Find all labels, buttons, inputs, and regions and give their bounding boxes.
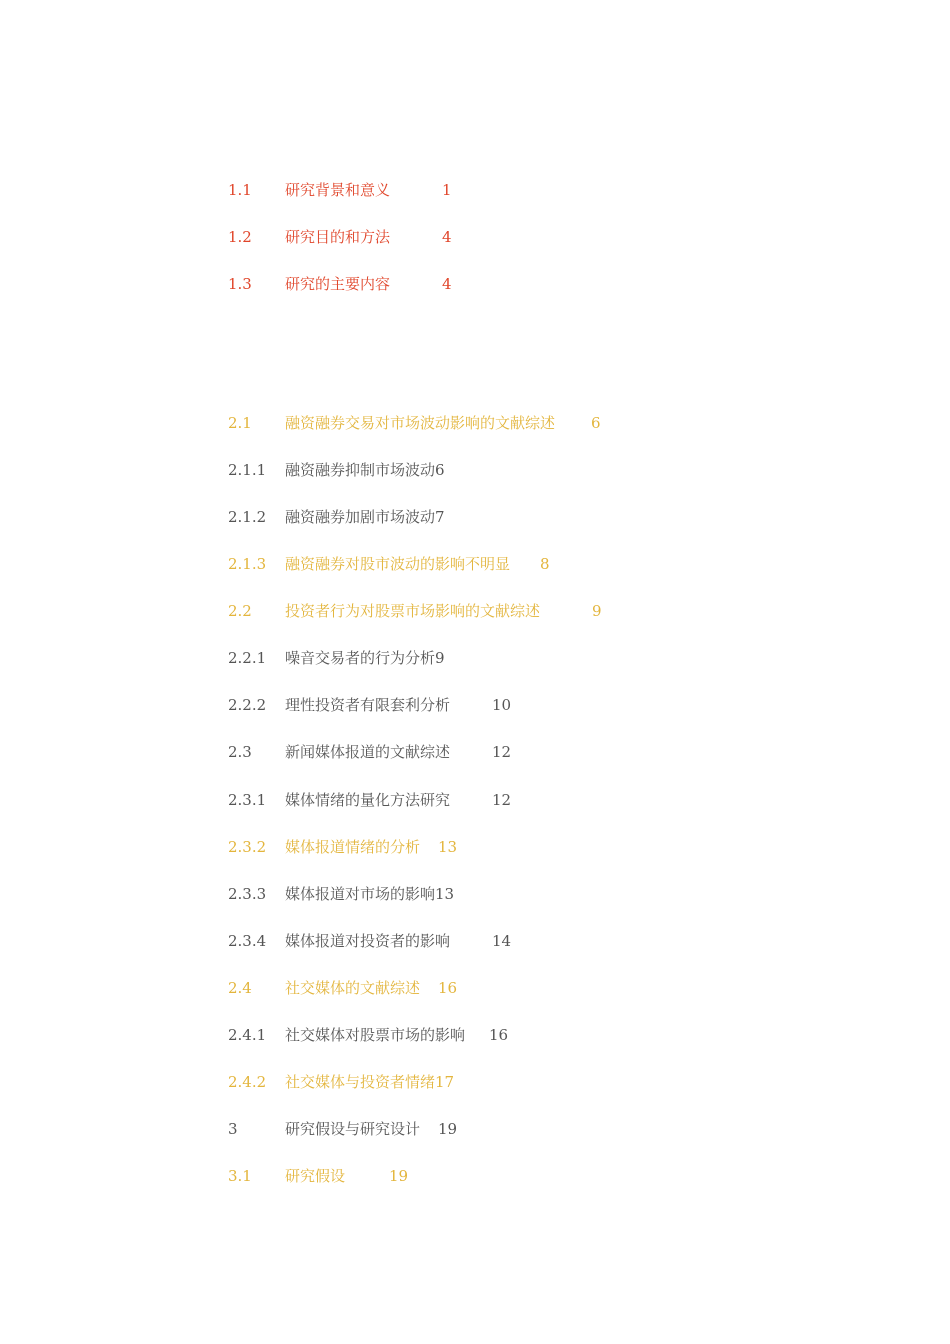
toc-entry-2-3-4[interactable] <box>228 930 511 952</box>
toc-entry-page: 1 <box>442 181 452 199</box>
toc-entry-2-3-2[interactable] <box>228 836 457 858</box>
toc-entry-page: 6 <box>435 461 445 479</box>
toc-entry-2-1[interactable] <box>228 412 601 434</box>
toc-entry-3[interactable] <box>228 1118 457 1140</box>
toc-entry-page: 4 <box>442 228 452 246</box>
toc-entry-title: 融资融券抑制市场波动 <box>285 461 436 479</box>
toc-entry-number: 1.3 <box>228 275 252 293</box>
toc-entry-3-1[interactable] <box>228 1165 408 1187</box>
toc-entry-number: 1.1 <box>228 181 252 199</box>
toc-entry-page: 17 <box>435 1073 455 1091</box>
toc-entry-title: 研究目的和方法 <box>285 228 391 246</box>
toc-entry-2-1-3[interactable] <box>228 553 550 575</box>
toc-entry-title: 社交媒体的文献综述 <box>285 979 421 997</box>
toc-entry-number: 2.3.4 <box>228 932 267 950</box>
toc-entry-number: 2.3.1 <box>228 791 267 809</box>
toc-entry-1-3[interactable] <box>228 273 452 295</box>
toc-entry-page: 9 <box>435 649 445 667</box>
toc-entry-2-4-2[interactable] <box>228 1071 454 1093</box>
toc-entry-2-4-1[interactable] <box>228 1024 508 1046</box>
toc-entry-page: 19 <box>389 1167 409 1185</box>
toc-entry-page: 14 <box>492 932 512 950</box>
toc-entry-page: 9 <box>592 602 602 620</box>
toc-entry-page: 16 <box>438 979 458 997</box>
toc-entry-title: 社交媒体对股票市场的影响 <box>285 1026 466 1044</box>
toc-entry-2-1-1[interactable] <box>228 459 445 481</box>
toc-entry-2-3-1[interactable] <box>228 789 511 811</box>
toc-entry-title: 噪音交易者的行为分析 <box>285 649 436 667</box>
toc-entry-number: 2.1 <box>228 414 252 432</box>
toc-entry-page: 13 <box>438 838 458 856</box>
toc-entry-title: 新闻媒体报道的文献综述 <box>285 743 451 761</box>
toc-entry-number: 2.4 <box>228 979 252 997</box>
toc-entry-page: 13 <box>435 885 455 903</box>
toc-entry-2-2-2[interactable] <box>228 694 511 716</box>
toc-entry-page: 16 <box>489 1026 509 1044</box>
toc-entry-title: 理性投资者有限套利分析 <box>285 696 451 714</box>
toc-entry-page: 8 <box>540 555 550 573</box>
toc-entry-title: 研究的主要内容 <box>285 275 391 293</box>
toc-entry-number: 2.1.1 <box>228 461 267 479</box>
toc-entry-title: 融资融券对股市波动的影响不明显 <box>285 555 511 573</box>
toc-entry-2-3[interactable] <box>228 741 511 763</box>
toc-entry-number: 2.1.2 <box>228 508 267 526</box>
toc-entry-title: 研究假设 <box>285 1167 346 1185</box>
toc-entry-1-1[interactable] <box>228 179 452 201</box>
toc-entry-2-1-2[interactable] <box>228 506 445 528</box>
toc-entry-number: 2.2.2 <box>228 696 267 714</box>
toc-entry-2-2-1[interactable] <box>228 647 445 669</box>
toc-entry-title: 融资融券交易对市场波动影响的文献综述 <box>285 414 556 432</box>
toc-entry-number: 2.3.2 <box>228 838 267 856</box>
toc-entry-title: 融资融券加剧市场波动 <box>285 508 436 526</box>
toc-entry-number: 2.4.2 <box>228 1073 267 1091</box>
toc-entry-title: 媒体报道对市场的影响 <box>285 885 436 903</box>
toc-entry-2-2[interactable] <box>228 600 602 622</box>
toc-entry-page: 4 <box>442 275 452 293</box>
toc-entry-number: 2.3 <box>228 743 252 761</box>
toc-entry-number: 3 <box>228 1120 238 1138</box>
toc-entry-title: 投资者行为对股票市场影响的文献综述 <box>285 602 541 620</box>
toc-entry-page: 10 <box>492 696 512 714</box>
toc-entry-title: 社交媒体与投资者情绪 <box>285 1073 436 1091</box>
toc-entry-page: 19 <box>438 1120 458 1138</box>
toc-entry-title: 媒体报道情绪的分析 <box>285 838 421 856</box>
toc-entry-2-3-3[interactable] <box>228 883 454 905</box>
toc-entry-page: 12 <box>492 743 512 761</box>
toc-entry-page: 7 <box>435 508 445 526</box>
toc-entry-number: 1.2 <box>228 228 252 246</box>
toc-entry-page: 6 <box>591 414 601 432</box>
toc-entry-number: 2.4.1 <box>228 1026 267 1044</box>
toc-entry-number: 2.3.3 <box>228 885 267 903</box>
toc-entry-number: 2.2.1 <box>228 649 267 667</box>
toc-entry-2-4[interactable] <box>228 977 457 999</box>
toc-entry-number: 2.2 <box>228 602 252 620</box>
toc-entry-page: 12 <box>492 791 512 809</box>
toc-entry-title: 研究背景和意义 <box>285 181 391 199</box>
toc-entry-number: 2.1.3 <box>228 555 267 573</box>
toc-entry-title: 媒体情绪的量化方法研究 <box>285 791 451 809</box>
toc-entry-title: 研究假设与研究设计 <box>285 1120 421 1138</box>
toc-entry-1-2[interactable] <box>228 226 452 248</box>
toc-entry-number: 3.1 <box>228 1167 252 1185</box>
toc-entry-title: 媒体报道对投资者的影响 <box>285 932 451 950</box>
